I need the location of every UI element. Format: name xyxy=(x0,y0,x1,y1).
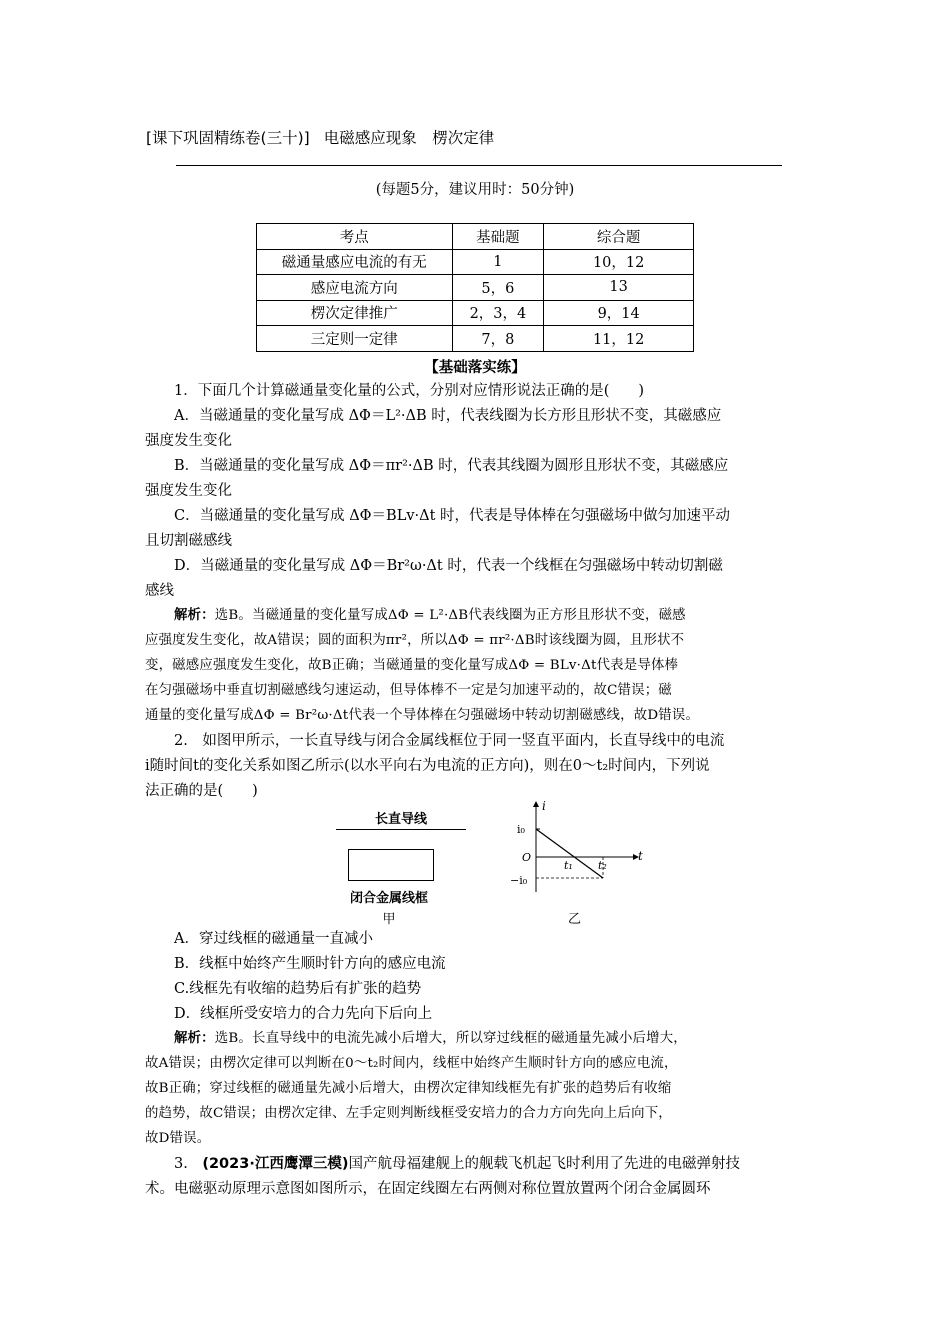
table-row xyxy=(257,326,694,352)
t2-label: t₂ xyxy=(598,859,607,872)
wire-label: 长直导线 xyxy=(374,812,427,827)
q1-option-c-cont: 且切割磁感线 xyxy=(145,533,232,549)
page-title xyxy=(146,126,494,148)
q2-option-a: A．穿过线框的磁通量一直减小 xyxy=(174,931,373,947)
table-row xyxy=(257,275,694,301)
q2-option-b: B．线框中始终产生顺时针方向的感应电流 xyxy=(174,956,446,972)
answer-label: 解析： xyxy=(174,1031,215,1046)
i0-label: i₀ xyxy=(517,823,525,836)
time-note: (每题5分，建议用时：50分钟) xyxy=(375,182,575,198)
table-header: 考点 xyxy=(257,224,453,250)
t1-label: t₁ xyxy=(564,859,573,872)
table-cell: 磁通量感应电流的有无 xyxy=(257,249,453,275)
q3-text: 国产航母福建舰上的舰载飞机起飞时利用了先进的电磁弹射技 xyxy=(348,1156,740,1172)
figure-caption: 乙 xyxy=(568,912,582,927)
table-header: 综合题 xyxy=(544,224,694,250)
table-cell: 7，8 xyxy=(452,326,544,352)
frame-label: 闭合金属线框 xyxy=(349,891,428,906)
table-cell: 三定则一定律 xyxy=(257,326,453,352)
table-row xyxy=(257,300,694,326)
long-straight-wire xyxy=(336,829,466,830)
answer-label: 解析： xyxy=(174,608,215,623)
answer-text: 选B。长直导线中的电流先减小后增大，所以穿过线框的磁通量先减小后增大， xyxy=(214,1031,687,1046)
q2-answer-line: 故D错误。 xyxy=(145,1131,211,1146)
q1-answer-line: 应强度发生变化，故A错误；圆的面积为πr²，所以ΔΦ = πr²·ΔB时该线圈为圆，且形状不 xyxy=(145,633,685,648)
q1-option-d-cont: 感线 xyxy=(145,583,174,599)
table-header-row xyxy=(257,224,694,250)
q1-answer xyxy=(145,604,811,629)
origin-label: O xyxy=(522,851,532,864)
q3-source: (2023·江西鹰潭三模) xyxy=(202,1156,349,1172)
title-divider xyxy=(176,165,782,166)
q1-option-a-cont: 强度发生变化 xyxy=(145,433,232,449)
worksheet-topic: 电磁感应现象 楞次定律 xyxy=(323,129,495,147)
metal-frame-rectangle xyxy=(348,849,434,881)
worksheet-series: [课下巩固精练卷(三十)] xyxy=(146,129,310,147)
section-heading: 【基础落实练】 xyxy=(424,360,526,376)
q2-answer-line: 故A错误；由楞次定律可以判断在0～t₂时间内，线框中始终产生顺时针方向的感应电流， xyxy=(145,1056,678,1071)
table-cell: 9，14 xyxy=(544,300,694,326)
table-cell: 1 xyxy=(452,249,544,275)
q2-answer xyxy=(145,1027,811,1052)
q1-option-b-cont: 强度发生变化 xyxy=(145,483,232,499)
knowledge-point-table xyxy=(256,223,694,352)
table-cell: 11，12 xyxy=(544,326,694,352)
answer-text: 选B。当磁通量的变化量写成ΔΦ = L²·ΔB代表线圈为正方形且形状不变，磁感 xyxy=(214,608,686,623)
q2-answer-line: 的趋势，故C错误；由楞次定律、左手定则判断线框受安培力的合力方向先向上后向下， xyxy=(145,1106,672,1121)
q2-stem: 2. 如图甲所示，一长直导线与闭合金属线框位于同一竖直平面内，长直导线中的电流 xyxy=(174,733,725,749)
q1-answer-line: 通量的变化量写成ΔΦ = Br²ω·Δt代表一个导体棒在匀强磁场中转动切割磁感线，故D错误。 xyxy=(145,708,700,723)
neg-i0-label: −i₀ xyxy=(510,874,528,887)
q1-option-b: B．当磁通量的变化量写成 ΔΦ＝πr²·ΔB 时，代表其线圈为圆形且形状不变，其磁感应 xyxy=(174,458,729,474)
x-axis-label: t xyxy=(638,849,643,863)
q2-answer-line: 故B正确；穿过线框的磁通量先减小后增大，由楞次定律知线框先有扩张的趋势后有收缩 xyxy=(145,1081,672,1096)
table-cell: 10，12 xyxy=(544,249,694,275)
y-axis-label: i xyxy=(542,799,546,813)
table-row xyxy=(257,249,694,275)
q1-answer-line: 变，磁感应强度发生变化，故B正确；当磁通量的变化量写成ΔΦ = BLv·Δt代表是导体棒 xyxy=(145,658,679,673)
table-cell: 5，6 xyxy=(452,275,544,301)
q1-answer-line: 在匀强磁场中垂直切割磁感线匀速运动，但导体棒不一定是匀加速平动的，故C错误；磁 xyxy=(145,683,672,698)
table-cell: 13 xyxy=(544,275,694,301)
figure-yi-graph xyxy=(500,796,650,896)
q2-option-d: D．线框所受安培力的合力先向下后向上 xyxy=(174,1006,433,1022)
table-cell: 2，3，4 xyxy=(452,300,544,326)
q2-stem-cont: i随时间t的变化关系如图乙所示(以水平向右为电流的正方向)，则在0～t₂时间内，下列说 xyxy=(145,758,710,774)
q3-stem xyxy=(145,1152,811,1177)
q3-stem-cont: 术。电磁驱动原理示意图如图所示，在固定线圈左右两侧对称位置放置两个闭合金属圆环 xyxy=(145,1181,711,1197)
table-header: 基础题 xyxy=(452,224,544,250)
q2-option-c: C.线框先有收缩的趋势后有扩张的趋势 xyxy=(174,981,422,997)
q2-stem-cont: 法正确的是( ) xyxy=(145,783,258,799)
q1-option-c: C．当磁通量的变化量写成 ΔΦ＝BLv·Δt 时，代表是导体棒在匀强磁场中做匀加速平动 xyxy=(174,508,731,524)
table-cell: 感应电流方向 xyxy=(257,275,453,301)
table-cell: 楞次定律推广 xyxy=(257,300,453,326)
q3-number: 3. xyxy=(174,1156,203,1172)
q1-option-a: A．当磁通量的变化量写成 ΔΦ＝L²·ΔB 时，代表线圈为长方形且形状不变，其磁感应 xyxy=(174,408,722,424)
q1-stem: 1．下面几个计算磁通量变化量的公式，分别对应情形说法正确的是( ) xyxy=(174,383,645,399)
q1-option-d: D．当磁通量的变化量写成 ΔΦ＝Br²ω·Δt 时，代表一个线框在匀强磁场中转动切割磁 xyxy=(174,558,723,574)
figure-caption: 甲 xyxy=(382,912,396,927)
